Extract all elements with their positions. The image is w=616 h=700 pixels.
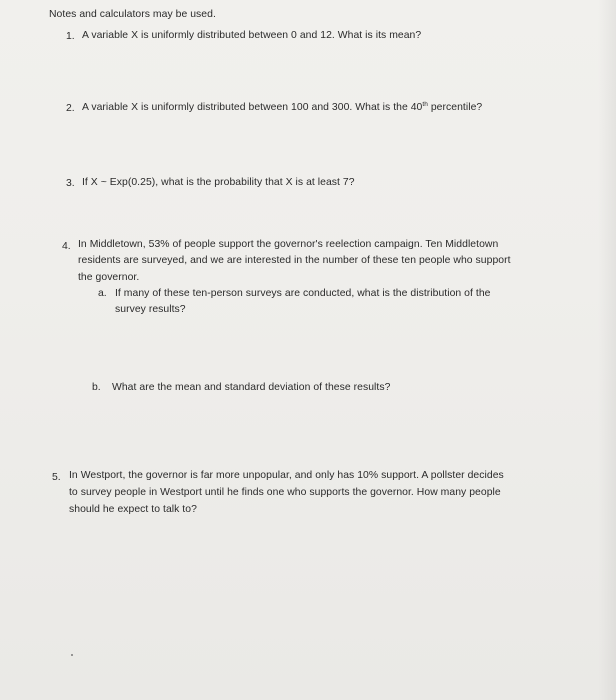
question-2-number: 2. — [66, 103, 75, 114]
question-5-text-line: to survey people in Westport until he finds one who supports the governor. How many people — [69, 487, 501, 498]
question-4-text-line: In Middletown, 53% of people support the governor's reelection campaign. Ten Middletown — [78, 239, 499, 250]
question-5-number: 5. — [52, 472, 61, 483]
question-5-text-line: In Westport, the governor is far more unpopular, and only has 10% support. A pollster decides — [69, 470, 504, 481]
question-4-text-line: residents are surveyed, and we are interested in the number of these ten people who support — [78, 255, 511, 266]
question-5-text-line: should he expect to talk to? — [69, 504, 197, 515]
question-3-number: 3. — [66, 178, 75, 189]
question-4b-text: What are the mean and standard deviation of these results? — [112, 382, 391, 393]
question-4-number: 4. — [62, 241, 71, 252]
question-4b-letter: b. — [92, 382, 101, 393]
notes-instruction: Notes and calculators may be used. — [49, 9, 216, 20]
question-2-text-main: A variable X is uniformly distributed between 100 and 300. What is the 40 — [82, 102, 423, 113]
pencil-mark — [71, 654, 73, 656]
question-2-text-end: percentile? — [427, 102, 483, 113]
question-3-text: If X ~ Exp(0.25), what is the probability that X is at least 7? — [82, 177, 355, 188]
question-4a-text-line: survey results? — [115, 304, 186, 315]
question-4-text-line: the governor. — [78, 272, 140, 283]
ordinal-suffix: th — [422, 101, 428, 108]
question-4a-letter: a. — [98, 288, 107, 299]
question-4a-text-line: If many of these ten-person surveys are conducted, what is the distribution of the — [115, 288, 491, 299]
question-1-text: A variable X is uniformly distributed between 0 and 12. What is its mean? — [82, 30, 422, 41]
question-2-text — [82, 101, 482, 114]
question-1-number: 1. — [66, 31, 75, 42]
